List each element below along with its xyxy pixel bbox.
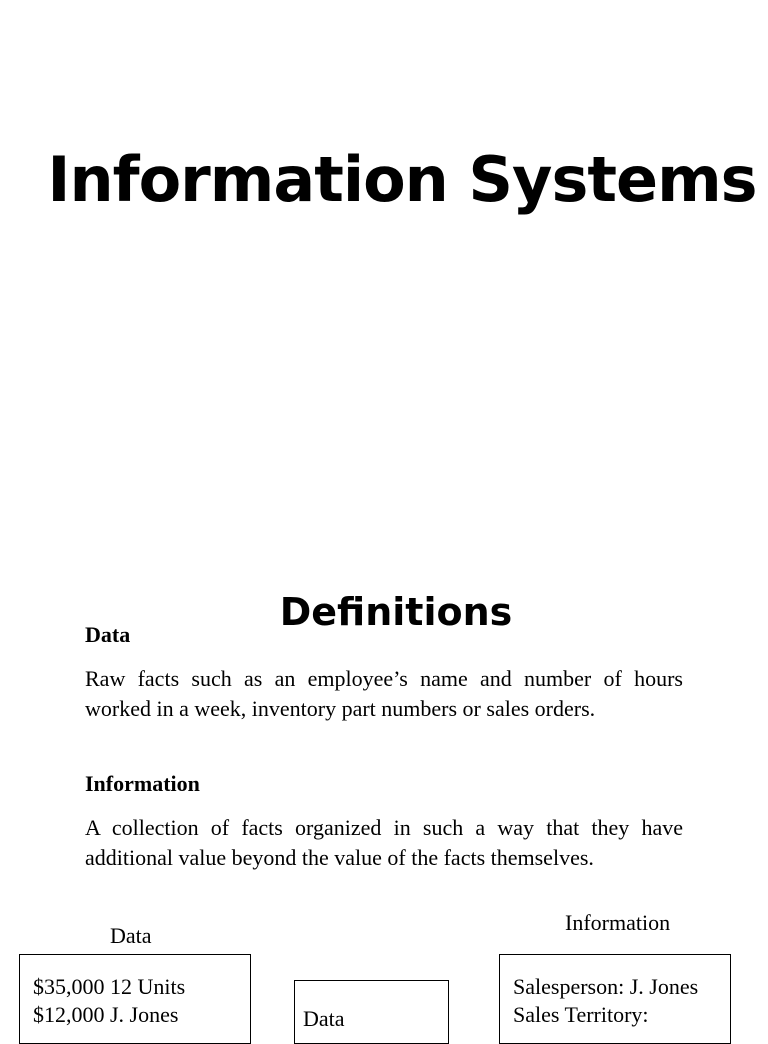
information-definition: A collection of facts organized in such a way that they have additional value beyond the value of the facts themselves. — [85, 815, 683, 870]
information-box-line: Sales Territory: — [513, 1002, 649, 1027]
definitions-heading: Definitions — [279, 590, 513, 634]
information-box — [499, 954, 731, 1044]
information-term: Information — [85, 771, 200, 796]
data-box-line: $12,000 J. Jones — [33, 1002, 179, 1027]
information-box-line: Salesperson: J. Jones — [513, 974, 699, 999]
information-box-label: Information — [565, 910, 671, 935]
data-box — [19, 954, 251, 1044]
processing-box-text: Data — [303, 1006, 345, 1031]
processing-box — [294, 980, 449, 1044]
data-box-line: $35,000 12 Units — [33, 974, 186, 999]
data-term: Data — [85, 622, 131, 647]
slide-title: Information Systems — [47, 143, 757, 216]
data-definition: Raw facts such as an employee’s name and number of hours worked in a week, inventory part numbers or sales orders. — [85, 666, 683, 721]
data-box-label: Data — [110, 923, 152, 948]
